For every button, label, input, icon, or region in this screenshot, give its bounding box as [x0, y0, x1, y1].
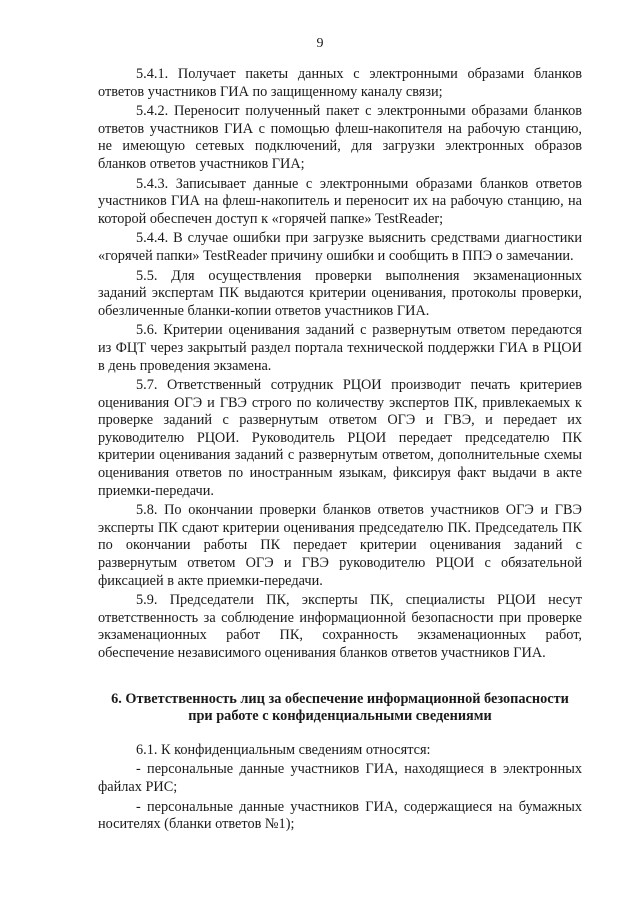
paragraph-5-8: 5.8. По окончании проверки бланков ответов участников ОГЭ и ГВЭ эксперты ПК сдают критерии оценивания председателю ПК. Председатель ПК по окончании работы ПК передает критерии оценивания заданий с развернутым ответом ОГЭ и ГВЭ руководителю РЦОИ с обязательной фиксацией в акте приемки-передачи. — [98, 502, 582, 589]
paragraph-5-5: 5.5. Для осуществления проверки выполнения экзаменационных заданий экспертам ПК выдаются критерии оценивания, протоколы проверки, обезличенные бланки-копии ответов участников ГИА. — [98, 267, 582, 319]
section-heading-line-1: 6. Ответственность лиц за обеспечение информационной безопасности — [111, 690, 569, 707]
page-number: 9 — [316, 36, 324, 51]
list-item-paper-data: - персональные данные участников ГИА, содержащиеся на бумажных носителях (бланки ответов №1); — [98, 798, 582, 833]
list-item-ris-data: - персональные данные участников ГИА, находящиеся в электронных файлах РИС; — [98, 761, 582, 795]
section-heading — [98, 691, 582, 726]
paragraph-5-4-1: 5.4.1. Получает пакеты данных с электронными образами бланков ответов участников ГИА по защищенному каналу связи; — [98, 66, 582, 100]
paragraph-5-6: 5.6. Критерии оценивания заданий с развернутым ответом передаются из ФЦТ через закрытый раздел портала технической поддержки ГИА в РЦОИ в день проведения экзамена. — [98, 322, 582, 374]
document-body — [98, 66, 582, 836]
paragraph-5-4-4: 5.4.4. В случае ошибки при загрузке выяснить средствами диагностики «горячей папки» TestReader причину ошибки и сообщить в ППЭ о замечании. — [98, 230, 582, 264]
paragraph-5-9: 5.9. Председатели ПК, эксперты ПК, специалисты РЦОИ несут ответственность за соблюдение информационной безопасности при проверке экзаменационных работ ПК, сохранность экзаменационных работ, обеспечение независимого оценивания бланков ответов участников ГИА. — [98, 592, 582, 661]
paragraph-5-4-3: 5.4.3. Записывает данные с электронными образами бланков ответов участников ГИА на флеш-накопитель и переносит их на рабочую станцию, на которой обеспечен доступ к «горячей папке» TestReader; — [98, 175, 582, 227]
paragraph-5-7: 5.7. Ответственный сотрудник РЦОИ производит печать критериев оценивания ОГЭ и ГВЭ строго по количеству экспертов ПК, привлекаемых к проверке заданий с развернутым ответом ОГЭ и ГВЭ, и передает их руководителю РЦОИ. Руководитель РЦОИ передает председателю ПК критерии оценивания заданий с развернутым ответом, дополнительные схемы оценивания ответов по иностранным языкам, фиксируя факт выдачи в акте приемки-передачи. — [98, 377, 582, 499]
paragraph-6-1: 6.1. К конфиденциальным сведениям относятся: — [136, 741, 431, 758]
section-heading-line-2: при работе с конфиденциальными сведениями — [188, 708, 492, 725]
paragraph-5-4-2: 5.4.2. Переносит полученный пакет с электронными образами бланков ответов участников ГИА с помощью флеш-накопителя на рабочую станцию, не имеющую сетевых подключений, для загрузки электронных образов бланков ответов участников ГИА; — [98, 103, 582, 172]
